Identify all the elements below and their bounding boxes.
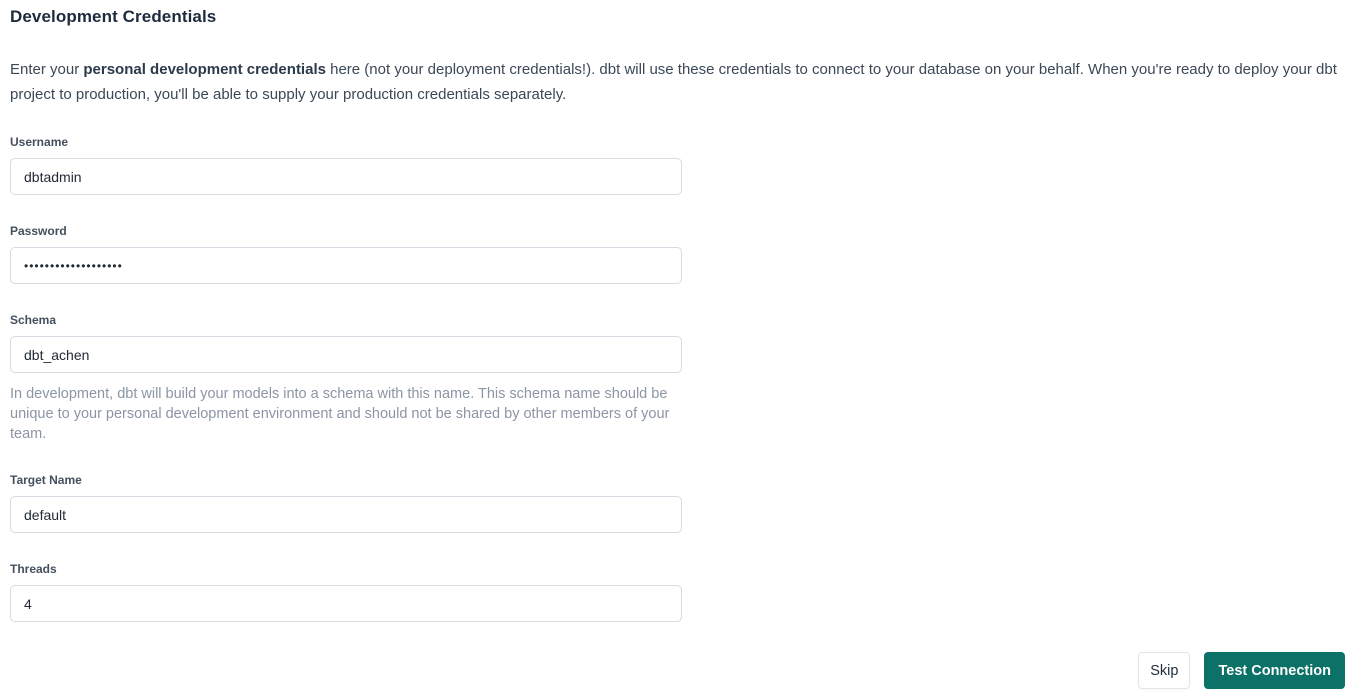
- threads-field-group: [10, 563, 1345, 622]
- threads-label: Threads: [10, 562, 57, 576]
- page-title: Development Credentials: [10, 7, 217, 26]
- target-name-label: Target Name: [10, 473, 82, 487]
- skip-button[interactable]: Skip: [1138, 652, 1190, 689]
- password-field-group: [10, 225, 1345, 284]
- target-name-field-group: [10, 474, 1345, 533]
- password-input[interactable]: [10, 247, 682, 284]
- username-input[interactable]: [10, 158, 682, 195]
- schema-label: Schema: [10, 313, 57, 327]
- username-label: Username: [10, 135, 69, 149]
- test-connection-button[interactable]: Test Connection: [1204, 652, 1345, 689]
- intro-bold: personal development credentials: [83, 61, 326, 78]
- intro-paragraph: [10, 58, 1342, 107]
- schema-input[interactable]: [10, 336, 682, 373]
- threads-input[interactable]: [10, 585, 682, 622]
- credentials-form: [10, 136, 1345, 652]
- intro-suffix: here (not your deployment credentials!). dbt will use these credentials to connect to your database on your behalf. When you're ready to deploy your dbt project to production, you'll be able to supply your production credentials separately.: [10, 61, 1337, 103]
- footer-actions: [10, 652, 1345, 696]
- intro-prefix: Enter your: [10, 61, 84, 78]
- password-label: Password: [10, 224, 67, 238]
- username-field-group: [10, 136, 1345, 195]
- schema-help-text: In development, dbt will build your models into a schema with this name. This schema name should be unique to your personal development environment and should not be shared by other members of your team.: [10, 386, 670, 442]
- target-name-input[interactable]: [10, 496, 682, 533]
- schema-field-group: [10, 314, 1345, 444]
